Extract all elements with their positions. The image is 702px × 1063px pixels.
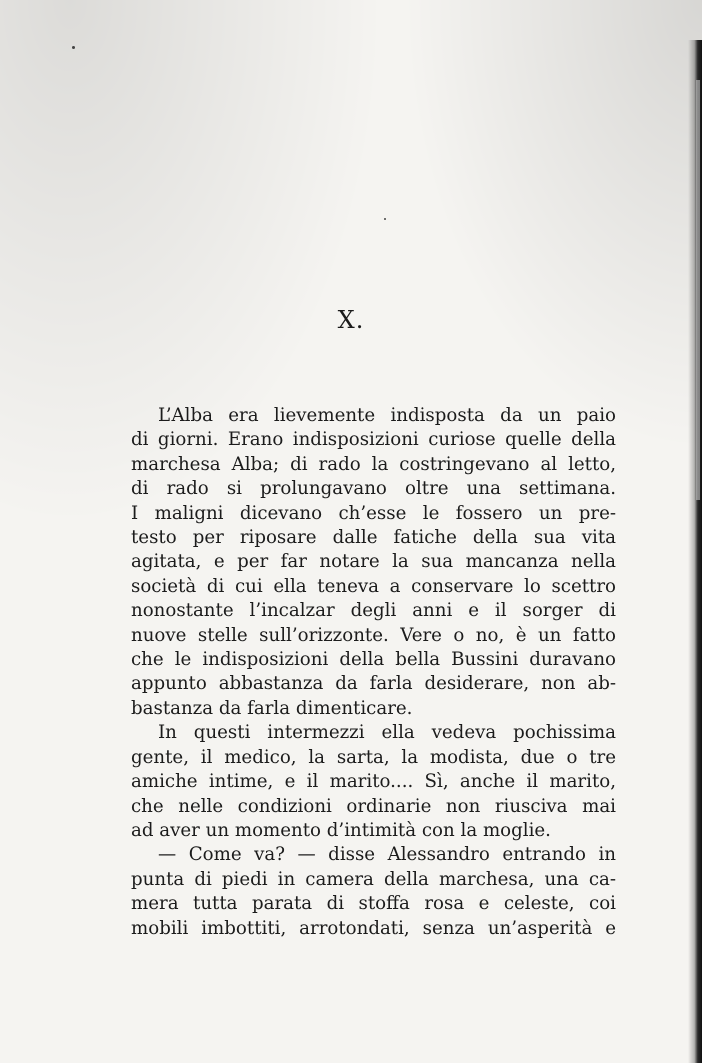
text-line: che le indisposizioni della bella Bussini duravano <box>131 649 616 671</box>
text-line: di giorni. Erano indisposizioni curiose quelle della <box>131 429 616 451</box>
text-line: appunto abbastanza da farla desiderare, non ab- <box>131 673 616 695</box>
text-line: bastanza da farla dimenticare. <box>131 697 413 719</box>
paragraph <box>131 843 616 941</box>
paragraph <box>131 721 616 843</box>
page-edge-highlight <box>696 80 700 500</box>
text-line: nonostante l’incalzar degli anni e il sorger di <box>131 600 616 622</box>
text-line: testo per riposare dalle fatiche della sua vita <box>131 527 616 549</box>
paragraph <box>131 404 616 721</box>
text-line: società di cui ella teneva a conservare lo scettro <box>131 575 616 597</box>
text-line: mera tutta parata di stoffa rosa e celeste, coi <box>131 893 616 915</box>
text-line: di rado si prolungavano oltre una settimana. <box>131 478 616 500</box>
text-line: L’Alba era lievemente indisposta da un paio <box>158 405 616 426</box>
text-line: agitata, e per far notare la sua mancanza nella <box>131 551 616 573</box>
body-text <box>131 404 616 941</box>
speck-mark <box>72 46 75 49</box>
text-line: punta di piedi in camera della marchesa, una ca- <box>131 868 616 890</box>
speck-mark <box>384 218 386 220</box>
text-line: — Come va? — disse Alessandro entrando in <box>158 844 616 866</box>
chapter-number: X. <box>337 306 365 334</box>
text-line: nuove stelle sull’orizzonte. Vere o no, è un fatto <box>131 624 616 646</box>
text-line: che nelle condizioni ordinarie non riusciva mai <box>131 795 616 817</box>
text-line: marchesa Alba; di rado la costringevano al letto, <box>131 453 616 475</box>
text-line: I maligni dicevano ch’esse le fossero un pre- <box>131 502 616 524</box>
text-line: amiche intime, e il marito.... Sì, anche il marito, <box>131 771 616 793</box>
text-line: mobili imbottiti, arrotondati, senza un’asperità e <box>131 917 616 939</box>
text-line: ad aver un momento d’intimità con la moglie. <box>131 819 551 841</box>
text-line: In questi intermezzi ella vedeva pochissima <box>158 722 616 744</box>
text-line: gente, il medico, la sarta, la modista, due o tre <box>131 746 616 768</box>
